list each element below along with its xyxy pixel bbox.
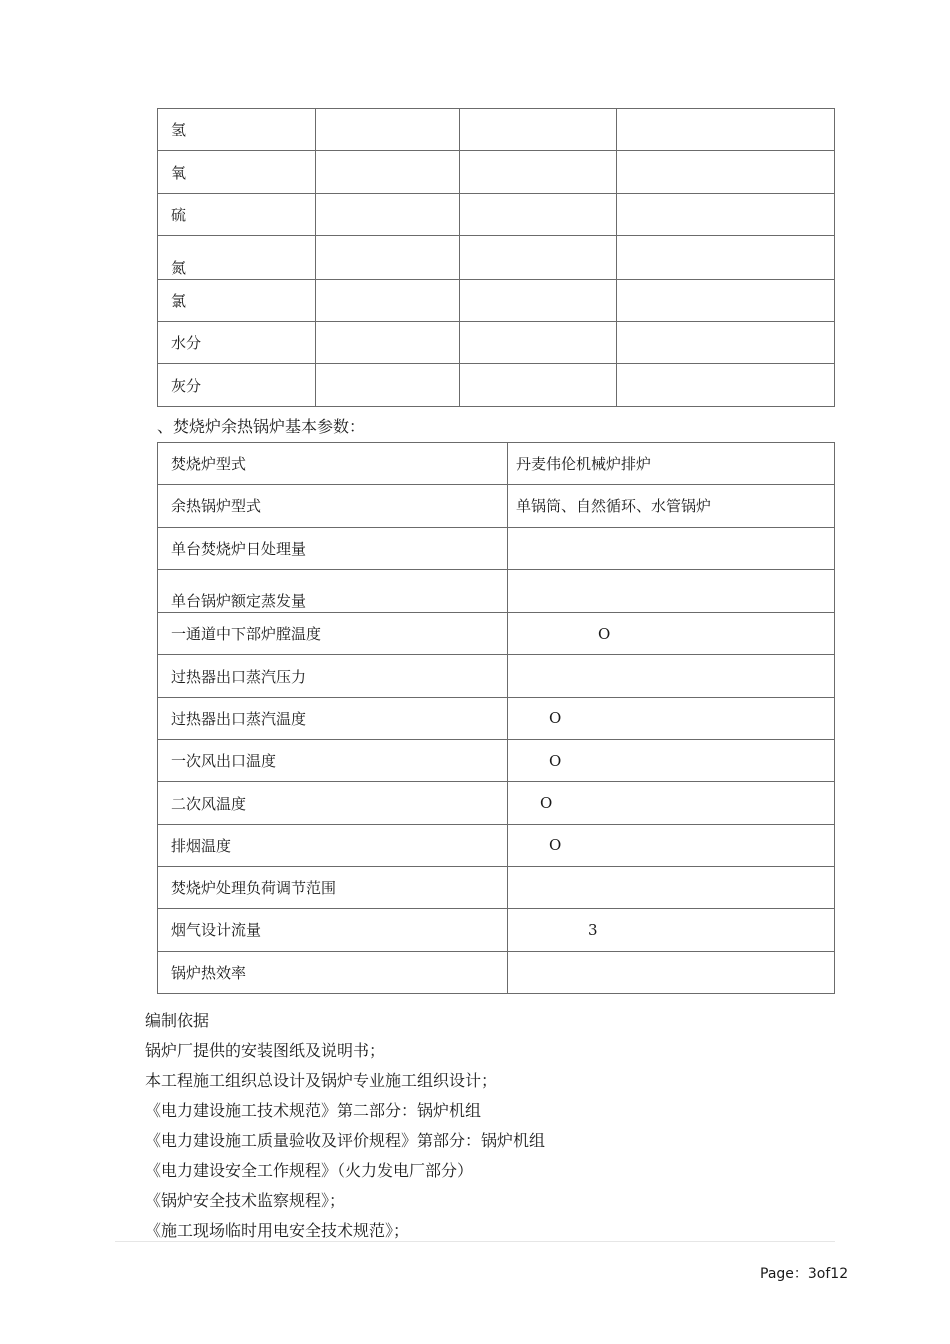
param-value: O [508,613,835,655]
param-value: O [508,824,835,866]
table-row [158,109,835,151]
table-row [158,951,835,993]
table-row [158,697,835,739]
table-row [158,655,835,697]
param-name: 焚烧炉型式 [158,443,508,485]
table-row [158,569,835,612]
param-value [508,569,835,612]
row-label: 水分 [158,321,316,363]
composition-table [157,108,835,407]
param-name: 二次风温度 [158,782,508,824]
table-row [158,443,835,485]
param-value [508,527,835,569]
param-name: 余热锅炉型式 [158,485,508,527]
page-number: Page：3of12 [760,1266,849,1282]
row-label: 氯 [158,279,316,321]
reference-item: 《施工现场临时用电安全技术规范》； [145,1221,410,1240]
table-row [158,613,835,655]
reference-item: 《电力建设安全工作规程》（火力发电厂部分） [145,1161,474,1180]
section-title: 、焚烧炉余热锅炉基本参数： [157,417,366,436]
param-value [508,951,835,993]
table-row [158,364,835,406]
references-section [145,1006,545,1246]
boiler-params-table [157,442,835,994]
param-name: 一通道中下部炉膛温度 [158,613,508,655]
table-row [158,321,835,363]
table-row [158,527,835,569]
param-name: 单台焚烧炉日处理量 [158,527,508,569]
reference-item: 《电力建设施工技术规范》第二部分：锅炉机组 [145,1101,482,1120]
param-value: O [508,697,835,739]
references-heading: 编制依据 [145,1011,210,1030]
table-row [158,485,835,527]
row-label: 氧 [158,151,316,193]
reference-item: 《锅炉安全技术监察规程》； [145,1191,346,1210]
footer-divider [115,1241,835,1242]
table-row [158,866,835,908]
table-row [158,193,835,235]
param-name: 排烟温度 [158,824,508,866]
reference-item: 锅炉厂提供的安装图纸及说明书； [145,1041,386,1060]
row-label: 氢 [158,109,316,151]
table-row [158,236,835,279]
param-value: O [508,782,835,824]
param-name: 过热器出口蒸汽压力 [158,655,508,697]
param-name: 锅炉热效率 [158,951,508,993]
param-value: O [508,740,835,782]
row-label: 硫 [158,193,316,235]
table-row [158,782,835,824]
param-name: 焚烧炉处理负荷调节范围 [158,866,508,908]
table-row [158,151,835,193]
table-row [158,740,835,782]
param-value [508,655,835,697]
param-value: 单锅筒、自然循环、水管锅炉 [508,485,835,527]
row-label: 灰分 [158,364,316,406]
param-value [508,866,835,908]
param-name: 一次风出口温度 [158,740,508,782]
row-label: 氮 [158,236,316,279]
param-value: 丹麦伟伦机械炉排炉 [508,443,835,485]
param-value: 3 [508,909,835,951]
param-name: 单台锅炉额定蒸发量 [158,569,508,612]
table-row [158,824,835,866]
param-name: 烟气设计流量 [158,909,508,951]
param-name: 过热器出口蒸汽温度 [158,697,508,739]
table-row [158,279,835,321]
reference-item: 本工程施工组织总设计及锅炉专业施工组织设计； [145,1071,498,1090]
table-row [158,909,835,951]
reference-item: 《电力建设施工质量验收及评价规程》第部分：锅炉机组 [145,1131,546,1150]
